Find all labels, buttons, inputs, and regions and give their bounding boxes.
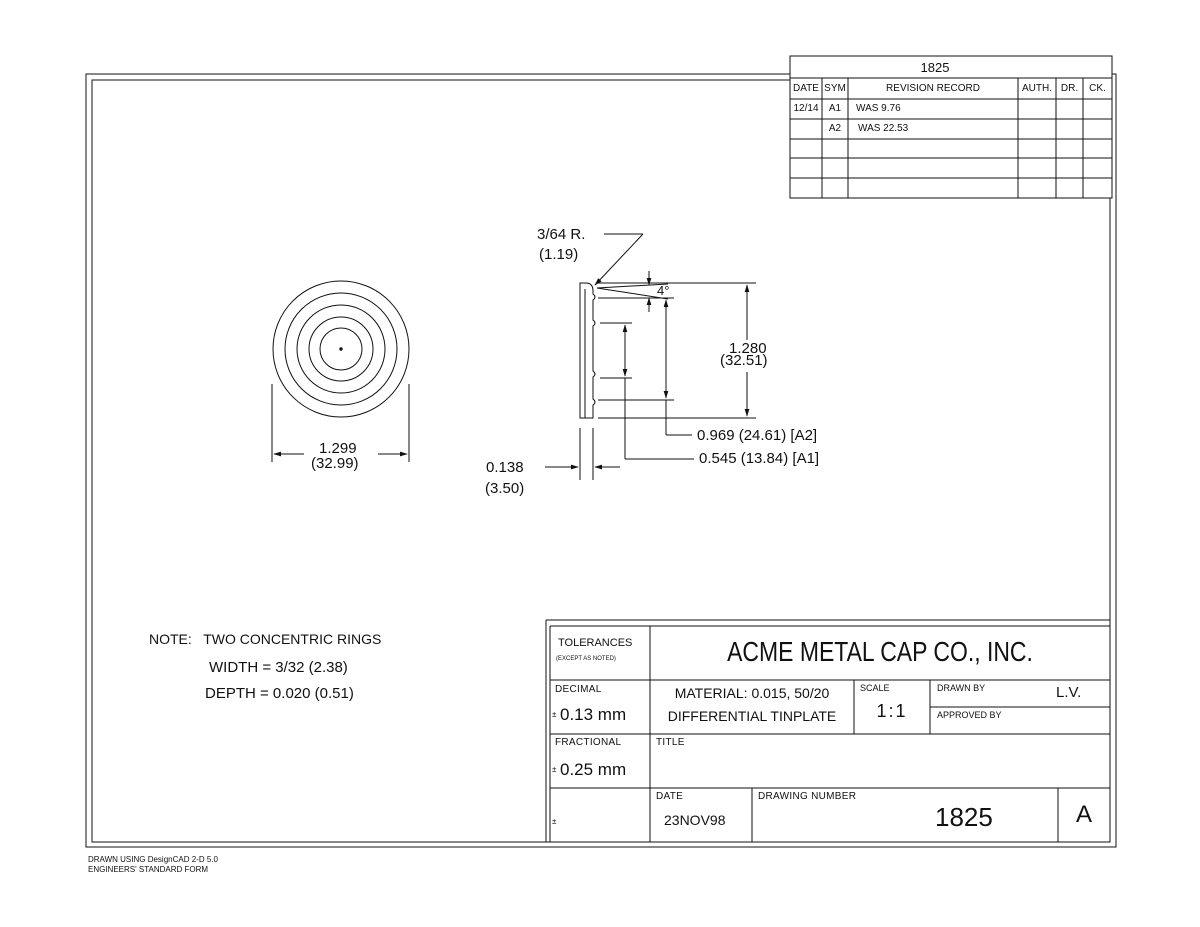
revision-letter: A bbox=[1075, 801, 1092, 828]
height-label: 1.280 bbox=[729, 340, 767, 357]
rev-col-dr: DR. bbox=[1060, 83, 1079, 94]
decimal-value: 0.13 mm bbox=[560, 705, 627, 724]
height-mm-label: (32.51) bbox=[720, 352, 768, 369]
thickness-mm-label: (3.50) bbox=[485, 480, 525, 497]
footer-line1: DRAWN USING DesignCAD 2-D 5.0 bbox=[88, 855, 218, 864]
company-name: ACME METAL CAP CO., INC. bbox=[727, 636, 1033, 667]
rev-row2-sym: A2 bbox=[828, 123, 842, 134]
rev-row1-record: WAS 9.76 bbox=[856, 103, 901, 114]
scale-label: SCALE bbox=[860, 683, 890, 693]
material-line2: DIFFERENTIAL TINPLATE bbox=[667, 708, 837, 724]
rev-col-date: DATE bbox=[793, 83, 819, 94]
diameter-mm-label: (32.99) bbox=[311, 455, 359, 472]
fractional-label: FRACTIONAL bbox=[555, 737, 622, 748]
drawing-number-label: DRAWING NUMBER bbox=[758, 791, 857, 802]
note-line1: NOTE: TWO CONCENTRIC RINGS bbox=[149, 631, 382, 647]
section-profile bbox=[580, 283, 595, 418]
drawing-number: 1825 bbox=[935, 802, 993, 832]
fractional-pm-symbol: ± bbox=[552, 765, 557, 774]
decimal-label: DECIMAL bbox=[555, 684, 602, 695]
material-line1: MATERIAL: 0.015, 50/20 bbox=[674, 685, 830, 701]
revision-header-number: 1825 bbox=[920, 60, 950, 75]
tolerances-label: TOLERANCES bbox=[558, 637, 633, 649]
drawn-by-value: L.V. bbox=[1056, 684, 1082, 701]
decimal-pm-symbol: ± bbox=[552, 710, 557, 719]
rev-col-sym: SYM bbox=[824, 83, 846, 94]
thickness-label: 0.138 bbox=[486, 459, 524, 476]
note-line2: WIDTH = 3/32 (2.38) bbox=[209, 659, 348, 676]
tolerances-sub: (EXCEPT AS NOTED) bbox=[556, 656, 616, 662]
rev-col-ck: CK. bbox=[1089, 83, 1106, 94]
diameter-label: 1.299 bbox=[319, 440, 357, 457]
approved-by-label: APPROVED BY bbox=[937, 710, 1002, 720]
date-label: DATE bbox=[656, 791, 684, 802]
footer-line2: ENGINEERS' STANDARD FORM bbox=[88, 865, 209, 874]
ring-inner-label: 0.545 (13.84) [A1] bbox=[699, 450, 820, 467]
title-label: TITLE bbox=[656, 737, 685, 748]
rev-row2-record: WAS 22.53 bbox=[858, 123, 909, 134]
blank-pm-symbol: ± bbox=[552, 817, 557, 826]
rev-row1-date: 12/14 bbox=[793, 103, 819, 114]
radius-label: 3/64 R. bbox=[537, 226, 586, 243]
scale-value: 1:1 bbox=[876, 701, 908, 721]
fractional-value: 0.25 mm bbox=[560, 760, 627, 779]
drawn-by-label: DRAWN BY bbox=[937, 683, 986, 693]
note-line3: DEPTH = 0.020 (0.51) bbox=[205, 685, 354, 702]
rev-col-record: REVISION RECORD bbox=[886, 83, 980, 94]
top-view-circles bbox=[273, 281, 409, 417]
rev-col-auth: AUTH. bbox=[1022, 83, 1052, 94]
date-value: 23NOV98 bbox=[664, 812, 726, 828]
angle-label: 4° bbox=[657, 283, 670, 298]
ring-outer-label: 0.969 (24.61) [A2] bbox=[697, 427, 818, 444]
rev-row1-sym: A1 bbox=[828, 103, 842, 114]
radius-mm-label: (1.19) bbox=[539, 246, 579, 263]
